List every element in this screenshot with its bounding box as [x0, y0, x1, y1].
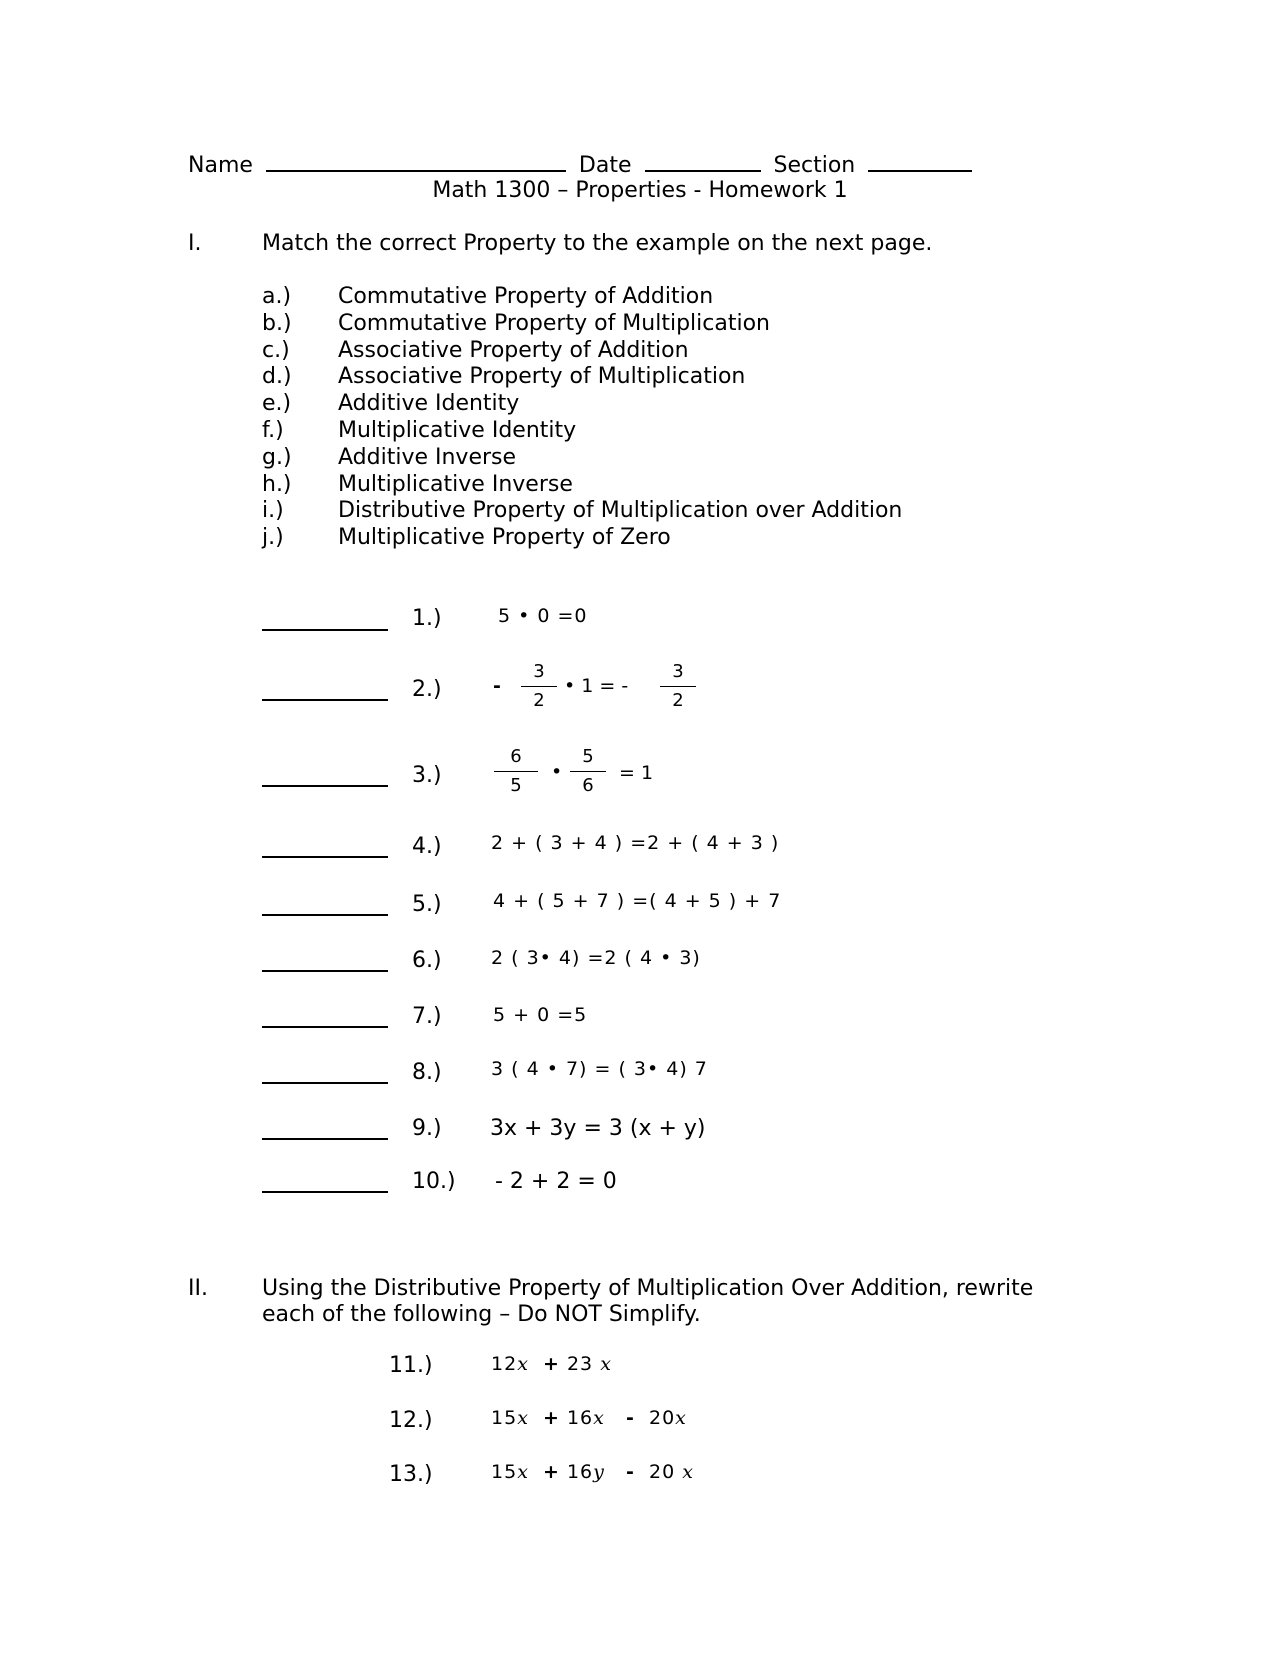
variable: x	[517, 1353, 529, 1375]
property-letter: e.)	[262, 391, 292, 417]
property-letter: b.)	[262, 310, 292, 336]
answer-blank[interactable]	[262, 699, 388, 701]
part2-instruction-line1: Using the Distributive Property of Multiplication Over Addition, rewrite	[262, 1276, 1034, 1301]
fraction	[521, 661, 557, 712]
page-title: Math 1300 – Properties - Homework 1	[432, 178, 848, 203]
coefficient: 16	[566, 1407, 594, 1429]
coefficient: 12	[491, 1353, 518, 1375]
operator: +	[543, 1461, 560, 1483]
answer-blank[interactable]	[262, 1026, 388, 1028]
property-letter: c.)	[262, 337, 290, 363]
property-letter: f.)	[262, 417, 284, 443]
problem-number: 1.)	[412, 606, 442, 631]
part2-numeral: II.	[188, 1276, 208, 1301]
problem-number: 5.)	[412, 892, 442, 917]
operator: +	[543, 1353, 560, 1375]
variable: y	[593, 1461, 605, 1483]
problem-expression: - 2 + 2 = 0	[495, 1169, 617, 1194]
property-letters	[262, 284, 292, 552]
part1-instruction: Match the correct Property to the example on the next page.	[262, 231, 933, 256]
property-name: Commutative Property of Multiplication	[338, 310, 770, 336]
coefficient: 23	[566, 1353, 594, 1375]
multiply-dot: •	[551, 761, 563, 783]
property-letter: g.)	[262, 444, 292, 470]
variable: x	[517, 1461, 529, 1483]
problem-number: 11.)	[389, 1353, 433, 1378]
minus-sign: -	[493, 675, 501, 697]
numerator: 6	[510, 746, 522, 767]
problem-number: 4.)	[412, 834, 442, 859]
variable: x	[593, 1407, 605, 1429]
variable: x	[675, 1407, 687, 1429]
fraction-bar	[521, 686, 557, 687]
problem-number: 13.)	[389, 1462, 433, 1487]
fraction-bar	[570, 771, 606, 772]
property-name: Associative Property of Addition	[338, 337, 689, 363]
numerator: 5	[582, 746, 594, 767]
answer-blank[interactable]	[262, 629, 388, 631]
fraction-bar	[494, 771, 538, 772]
denominator: 2	[672, 690, 684, 711]
property-name: Multiplicative Identity	[338, 417, 577, 443]
problem-number: 8.)	[412, 1060, 442, 1085]
coefficient: 20	[649, 1461, 676, 1483]
property-list	[338, 284, 902, 552]
section-blank[interactable]	[868, 150, 972, 172]
expression-tail: = 1	[619, 762, 654, 784]
date-blank[interactable]	[645, 150, 761, 172]
problem-expression	[491, 1352, 612, 1376]
answer-blank[interactable]	[262, 914, 388, 916]
property-name: Multiplicative Inverse	[338, 471, 573, 497]
variable: x	[682, 1461, 694, 1483]
property-letter: i.)	[262, 498, 284, 524]
fraction	[570, 746, 606, 797]
answer-blank[interactable]	[262, 785, 388, 787]
name-blank[interactable]	[266, 150, 566, 172]
problem-number: 3.)	[412, 763, 442, 788]
header-row	[188, 150, 972, 179]
answer-blank[interactable]	[262, 1138, 388, 1140]
problem-number: 12.)	[389, 1408, 433, 1433]
expression-middle: • 1 = -	[564, 675, 629, 697]
denominator: 5	[510, 775, 522, 796]
problem-number: 2.)	[412, 677, 442, 702]
property-name: Commutative Property of Addition	[338, 284, 714, 309]
numerator: 3	[672, 661, 684, 682]
denominator: 6	[582, 775, 594, 796]
answer-blank[interactable]	[262, 1191, 388, 1193]
property-letter: a.)	[262, 284, 292, 309]
answer-blank[interactable]	[262, 970, 388, 972]
operator: -	[626, 1461, 635, 1483]
coefficient: 16	[566, 1461, 594, 1483]
fraction	[494, 746, 538, 797]
problem-expression: 5 + 0 =5	[493, 1004, 588, 1026]
operator: -	[626, 1407, 635, 1429]
name-label: Name	[188, 153, 253, 178]
property-name: Additive Identity	[338, 391, 520, 417]
property-name: Associative Property of Multiplication	[338, 364, 746, 390]
coefficient: 15	[491, 1461, 518, 1483]
part1-numeral: I.	[188, 231, 202, 256]
answer-blank[interactable]	[262, 1082, 388, 1084]
section-label: Section	[773, 153, 856, 178]
coefficient: 15	[491, 1407, 518, 1429]
variable: x	[517, 1407, 529, 1429]
problem-expression: 5 • 0 =0	[498, 605, 588, 627]
property-letter: h.)	[262, 471, 292, 497]
part2-instruction-line2: each of the following – Do NOT Simplify.	[262, 1302, 701, 1327]
property-letter: j.)	[262, 525, 284, 551]
problem-expression: 3x + 3y = 3 (x + y)	[490, 1116, 706, 1141]
problem-number: 6.)	[412, 948, 442, 973]
problem-number: 10.)	[412, 1169, 456, 1194]
property-name: Distributive Property of Multiplication over Addition	[338, 498, 903, 524]
problem-expression: 4 + ( 5 + 7 ) =( 4 + 5 ) + 7	[493, 890, 782, 912]
operator: +	[543, 1407, 560, 1429]
problem-expression	[491, 1460, 694, 1484]
variable: x	[600, 1353, 612, 1375]
problem-expression	[491, 1406, 687, 1430]
date-label: Date	[578, 153, 632, 178]
problem-number: 9.)	[412, 1116, 442, 1141]
problem-expression: 2 + ( 3 + 4 ) =2 + ( 4 + 3 )	[491, 832, 780, 854]
answer-blank[interactable]	[262, 856, 388, 858]
numerator: 3	[533, 661, 545, 682]
problem-number: 7.)	[412, 1004, 442, 1029]
fraction	[660, 661, 696, 712]
coefficient: 20	[648, 1407, 676, 1429]
property-name: Multiplicative Property of Zero	[338, 525, 671, 551]
denominator: 2	[533, 690, 545, 711]
property-letter: d.)	[262, 364, 292, 390]
fraction-bar	[660, 686, 696, 687]
property-name: Additive Inverse	[338, 444, 517, 470]
problem-expression: 2 ( 3• 4) =2 ( 4 • 3)	[491, 947, 701, 969]
problem-expression: 3 ( 4 • 7) = ( 3• 4) 7	[491, 1058, 708, 1080]
